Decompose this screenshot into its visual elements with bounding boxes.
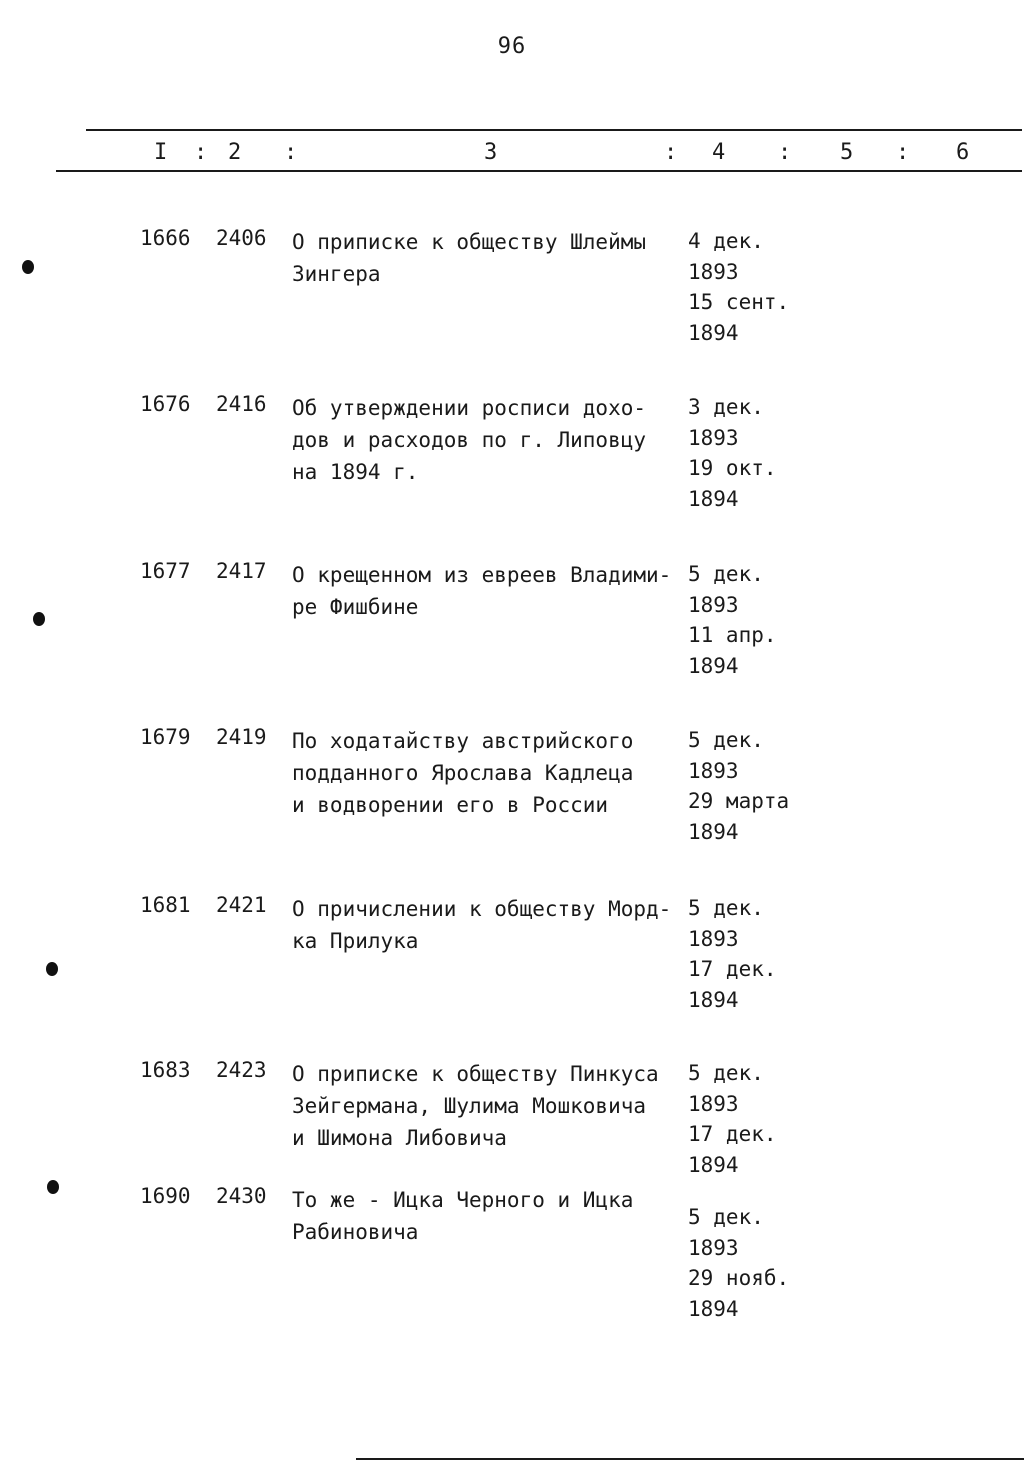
start-year: 1893: [688, 926, 739, 951]
title-line: Зейгермана, Шулима Мошковича: [292, 1094, 647, 1118]
start-date: 5 дек.: [688, 728, 764, 752]
entry-number: 1690: [140, 1184, 191, 1208]
entry-title: [292, 893, 692, 957]
column-separator: :: [664, 140, 678, 165]
end-year: 1894: [688, 819, 739, 844]
end-year: 1894: [688, 1152, 739, 1177]
end-date: 17 дек.: [688, 957, 777, 981]
file-number: 2430: [216, 1184, 267, 1208]
title-line: на 1894 г.: [292, 460, 419, 484]
title-line: Зингера: [292, 262, 381, 286]
end-date: 29 марта: [688, 789, 790, 813]
title-line: подданного Ярослава Кадлеца: [292, 761, 634, 785]
entry-dates: [688, 725, 789, 847]
title-line: О крещенном из евреев Владими-: [292, 563, 672, 587]
title-line: То же - Ицка Черного и Ицка: [292, 1188, 634, 1212]
entry-dates: [688, 226, 789, 348]
end-date: 11 апр.: [688, 623, 777, 647]
start-year: 1893: [688, 425, 739, 450]
column-separator: :: [778, 140, 792, 165]
end-date: 19 окт.: [688, 456, 777, 480]
title-line: Об утверждении росписи дохо-: [292, 396, 647, 420]
column-header-6: 6: [956, 140, 970, 165]
entry-number: 1679: [140, 725, 191, 749]
entry-title: [292, 559, 692, 623]
title-line: О приписке к обществу Шлеймы: [292, 230, 647, 254]
end-date: 29 нояб.: [688, 1266, 790, 1290]
end-year: 1894: [688, 653, 739, 678]
entry-dates: [688, 392, 777, 514]
bottom-rule: [356, 1458, 1024, 1460]
column-header-2: 2: [228, 140, 242, 165]
title-line: О приписке к обществу Пинкуса: [292, 1062, 659, 1086]
entry-dates: [688, 893, 777, 1015]
entry-number: 1677: [140, 559, 191, 583]
start-year: 1893: [688, 758, 739, 783]
entry-number: 1681: [140, 893, 191, 917]
column-header-1: I: [154, 140, 168, 165]
column-separator: :: [284, 140, 298, 165]
file-number: 2419: [216, 725, 267, 749]
end-year: 1894: [688, 1296, 739, 1321]
entry-title: [292, 725, 692, 821]
title-line: ре Фишбине: [292, 595, 419, 619]
column-header-5: 5: [840, 140, 854, 165]
entry-title: [292, 226, 692, 290]
start-date: 4 дек.: [688, 229, 764, 253]
end-year: 1894: [688, 987, 739, 1012]
header-rule: [56, 170, 1022, 172]
punch-hole: [33, 612, 45, 626]
file-number: 2423: [216, 1058, 267, 1082]
title-line: Рабиновича: [292, 1220, 419, 1244]
file-number: 2421: [216, 893, 267, 917]
end-date: 15 сент.: [688, 290, 790, 314]
title-line: и Шимона Либовича: [292, 1126, 507, 1150]
file-number: 2417: [216, 559, 267, 583]
title-line: По ходатайству австрийского: [292, 729, 634, 753]
column-separator: :: [194, 140, 208, 165]
entry-title: [292, 392, 692, 488]
start-date: 5 дек.: [688, 1061, 764, 1085]
entry-title: [292, 1058, 692, 1154]
start-year: 1893: [688, 259, 739, 284]
entry-number: 1666: [140, 226, 191, 250]
column-headers: [0, 140, 1024, 168]
entry-dates: [688, 1058, 777, 1180]
entry-number: 1676: [140, 392, 191, 416]
entry-dates: [688, 559, 777, 681]
start-date: 3 дек.: [688, 395, 764, 419]
punch-hole: [22, 260, 34, 274]
title-line: дов и расходов по г. Липовцу: [292, 428, 647, 452]
title-line: и водворении его в России: [292, 793, 609, 817]
column-separator: :: [896, 140, 910, 165]
column-header-4: 4: [712, 140, 726, 165]
entry-title: [292, 1184, 692, 1248]
start-year: 1893: [688, 1235, 739, 1260]
end-year: 1894: [688, 486, 739, 511]
file-number: 2406: [216, 226, 267, 250]
start-date: 5 дек.: [688, 896, 764, 920]
start-year: 1893: [688, 592, 739, 617]
title-line: О причислении к обществу Морд-: [292, 897, 672, 921]
punch-hole: [47, 1180, 59, 1194]
entry-number: 1683: [140, 1058, 191, 1082]
top-rule: [86, 129, 1022, 131]
end-date: 17 дек.: [688, 1122, 777, 1146]
start-year: 1893: [688, 1091, 739, 1116]
title-line: ка Прилука: [292, 929, 419, 953]
start-date: 5 дек.: [688, 1205, 764, 1229]
page-number: 96: [497, 34, 527, 59]
entry-dates: [688, 1202, 789, 1324]
start-date: 5 дек.: [688, 562, 764, 586]
column-header-3: 3: [484, 140, 498, 165]
end-year: 1894: [688, 320, 739, 345]
punch-hole: [46, 962, 58, 976]
file-number: 2416: [216, 392, 267, 416]
